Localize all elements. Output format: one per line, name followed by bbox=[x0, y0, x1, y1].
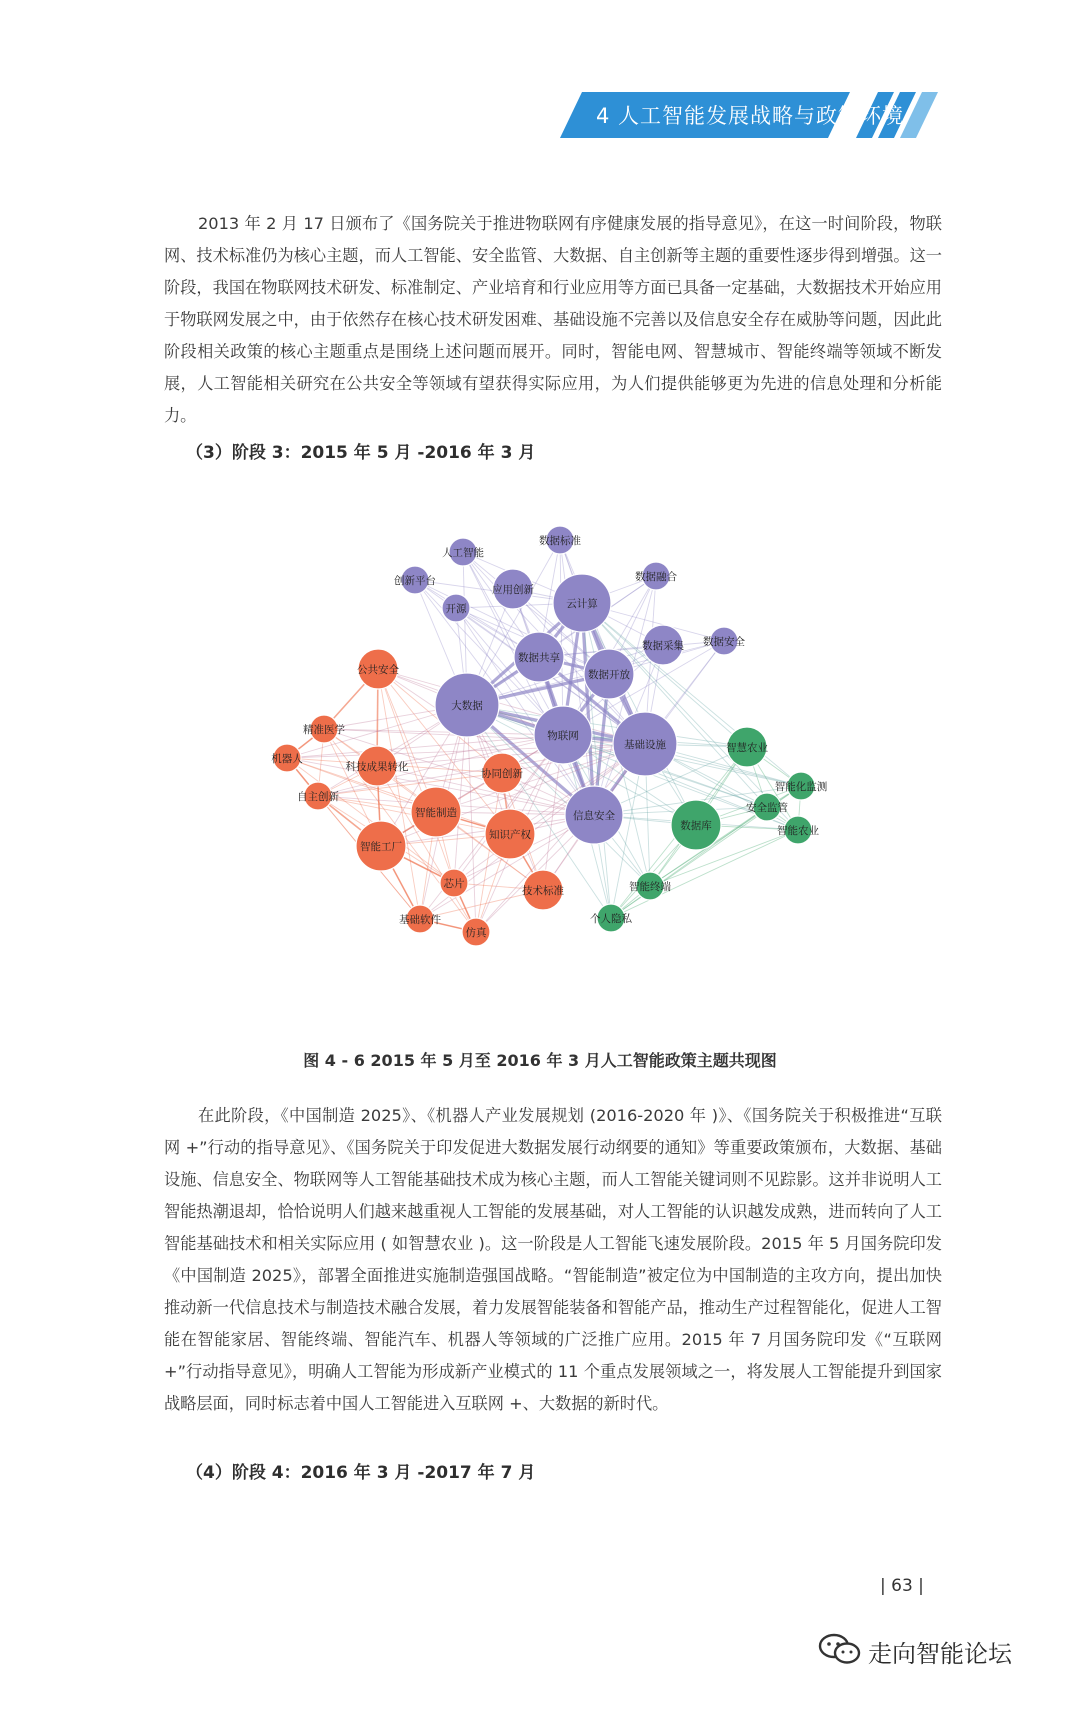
graph-node-sim bbox=[462, 918, 490, 946]
graph-edge bbox=[378, 669, 420, 919]
wechat-icon bbox=[818, 1632, 862, 1666]
graph-node-label: 应用创新 bbox=[492, 584, 534, 596]
graph-node-std bbox=[539, 526, 581, 554]
section-heading-stage-4: （4）阶段 4：2016 年 3 月 -2017 年 7 月 bbox=[186, 1463, 536, 1483]
graph-node-label: 数据开放 bbox=[588, 669, 630, 681]
graph-node-label: 智能终端 bbox=[629, 881, 671, 893]
graph-node-opensrc bbox=[442, 594, 470, 622]
graph-node-collect bbox=[642, 625, 684, 665]
graph-node-label: 知识产权 bbox=[489, 829, 531, 841]
graph-node-label: 创新平台 bbox=[394, 575, 436, 587]
graph-node-cloud bbox=[553, 574, 611, 632]
graph-node-label: 数据共享 bbox=[518, 652, 560, 664]
graph-node-factory bbox=[356, 821, 406, 871]
graph-node-db bbox=[671, 800, 721, 850]
chapter-title: 4 人工智能发展战略与政策环境 bbox=[596, 104, 905, 128]
paragraph-1-text: 2013 年 2 月 17 日颁布了《国务院关于推进物联网有序健康发展的指导意见》，在这一时间阶段，物联网、技术标准仍为核心主题，而人工智能、安全监管、大数据、自主创新等主题的重要性逐步得到增强。这一阶段，我国在物联网技术研发、标准制定、产业培育和行业应用等方面已具备一定基础，大数据技术开始应用于物联网发展之中，由于依然存在核心技术研发困难、基础设施不完善以及信息安全存在威胁等问题，因此此阶段相关政策的核心主题重点是围绕上述问题而展开。同时，智能电网、智慧城市、智能终端等领域不断发展，人工智能相关研究在公共安全等领域有望获得实际应用，为人们提供能够更为先进的信息处理和分析能力。 bbox=[164, 214, 942, 425]
graph-node-label: 精准医学 bbox=[303, 724, 345, 736]
graph-node-label: 协同创新 bbox=[481, 768, 523, 780]
graph-node-label: 智能农业 bbox=[777, 825, 819, 837]
graph-node-label: 云计算 bbox=[566, 598, 598, 610]
graph-node-label: 芯片 bbox=[443, 878, 465, 890]
graph-node-label: 技术标准 bbox=[522, 885, 564, 897]
paragraph-2-text: 在此阶段，《中国制造 2025》、《机器人产业发展规划 (2016-2020 年 )》、《国务院关于积极推进“互联网 +”行动的指导意见》、《国务院关于印发促进大数据发展行动纲要的通知》等重要政策颁布，大数据、基础设施、信息安全、物联网等人工智能基础技术成为核心主题，而人工智能关键词则不见踪影。这并非说明人工智能热潮退却，恰恰说明人们越来越重视人工智能的发展基础，对人工智能的认识越发成熟，进而转向了人工智能基础技术和相关实际应用 ( 如智慧农业 )。这一阶段是人工智能飞速发展阶段。2015 年 5 月国务院印发《中国制造 2025》，部署全面推进实施制造强国战略。“智能制造”被定位为中国制造的主攻方向，提出加快推动新一代信息技术与制造技术融合发展，着力发展智能装备和智能产品，推动生产过程智能化，促进人工智能在智能家居、智能终端、智能汽车、机器人等领域的广泛推广应用。2015 年 7 月国务院印发《“互联网 +”行动指导意见》，明确人工智能为形成新产业模式的 11 个重点发展领域之一，将发展人工智能提升到国家战略层面，同时标志着中国人工智能进入互联网 +、大数据的新时代。 bbox=[164, 1106, 942, 1413]
page-number: | 63 | bbox=[880, 1576, 924, 1596]
graph-node-smartag bbox=[726, 727, 768, 767]
graph-node-label: 物联网 bbox=[547, 730, 579, 742]
graph-node-intellag bbox=[777, 816, 819, 844]
graph-node-label: 数据标准 bbox=[539, 535, 581, 547]
graph-node-ip bbox=[485, 809, 535, 859]
graph-node-label: 科技成果转化 bbox=[345, 761, 409, 773]
graph-node-precmed bbox=[303, 715, 345, 743]
graph-node-label: 公共安全 bbox=[357, 664, 399, 676]
graph-node-smartmfg bbox=[411, 787, 461, 837]
body-paragraph-1 bbox=[164, 208, 942, 432]
graph-node-label: 机器人 bbox=[271, 753, 303, 765]
graph-node-label: 智能制造 bbox=[415, 807, 457, 819]
section-heading-stage-3: （3）阶段 3：2015 年 5 月 -2016 年 3 月 bbox=[186, 443, 536, 463]
graph-node-label: 智能化监测 bbox=[774, 781, 828, 793]
graph-node-bigdata bbox=[435, 673, 499, 737]
graph-node-iot bbox=[534, 706, 592, 764]
graph-node-label: 数据安全 bbox=[703, 636, 745, 648]
graph-node-label: 大数据 bbox=[451, 700, 483, 712]
graph-node-coinno bbox=[481, 753, 523, 793]
graph-node-techstd bbox=[522, 870, 564, 910]
wechat-watermark bbox=[818, 1632, 1028, 1668]
body-paragraph-2 bbox=[164, 1100, 942, 1420]
graph-node-label: 自主创新 bbox=[297, 791, 339, 803]
graph-node-infosec bbox=[565, 786, 623, 844]
graph-node-share bbox=[514, 632, 564, 682]
graph-node-label: 数据库 bbox=[680, 820, 712, 832]
graph-node-label: 数据采集 bbox=[642, 640, 684, 652]
graph-node-ai bbox=[442, 538, 484, 566]
graph-edge bbox=[324, 729, 563, 735]
graph-node-label: 个人隐私 bbox=[590, 913, 632, 925]
graph-node-label: 开源 bbox=[445, 603, 467, 615]
graph-node-label: 智能工厂 bbox=[360, 841, 402, 853]
graph-node-label: 安全监管 bbox=[746, 802, 788, 814]
graph-node-label: 智慧农业 bbox=[726, 742, 768, 754]
graph-edge bbox=[467, 705, 476, 932]
graph-node-datasec bbox=[703, 627, 745, 655]
graph-node-infra bbox=[613, 712, 677, 776]
graph-node-chip bbox=[440, 869, 468, 897]
graph-node-label: 基础软件 bbox=[399, 914, 441, 926]
graph-node-label: 人工智能 bbox=[442, 547, 484, 559]
graph-node-label: 数据融合 bbox=[635, 571, 677, 583]
graph-node-privacy bbox=[590, 904, 632, 932]
graph-node-software bbox=[399, 905, 441, 933]
graph-node-pubsec bbox=[357, 649, 399, 689]
graph-node-monitor bbox=[775, 772, 828, 800]
watermark-text: 走向智能论坛 bbox=[868, 1640, 1012, 1668]
figure-caption: 图 4 - 6 2015 年 5 月至 2016 年 3 月人工智能政策主题共现图 bbox=[303, 1051, 777, 1070]
graph-node-label: 仿真 bbox=[465, 927, 487, 939]
graph-node-label: 基础设施 bbox=[624, 739, 666, 751]
graph-node-label: 信息安全 bbox=[573, 810, 615, 822]
topic-cooccurrence-graph bbox=[240, 520, 880, 1020]
graph-node-appinno bbox=[492, 569, 534, 609]
graph-edge bbox=[650, 830, 798, 886]
graph-node-open bbox=[584, 649, 634, 699]
